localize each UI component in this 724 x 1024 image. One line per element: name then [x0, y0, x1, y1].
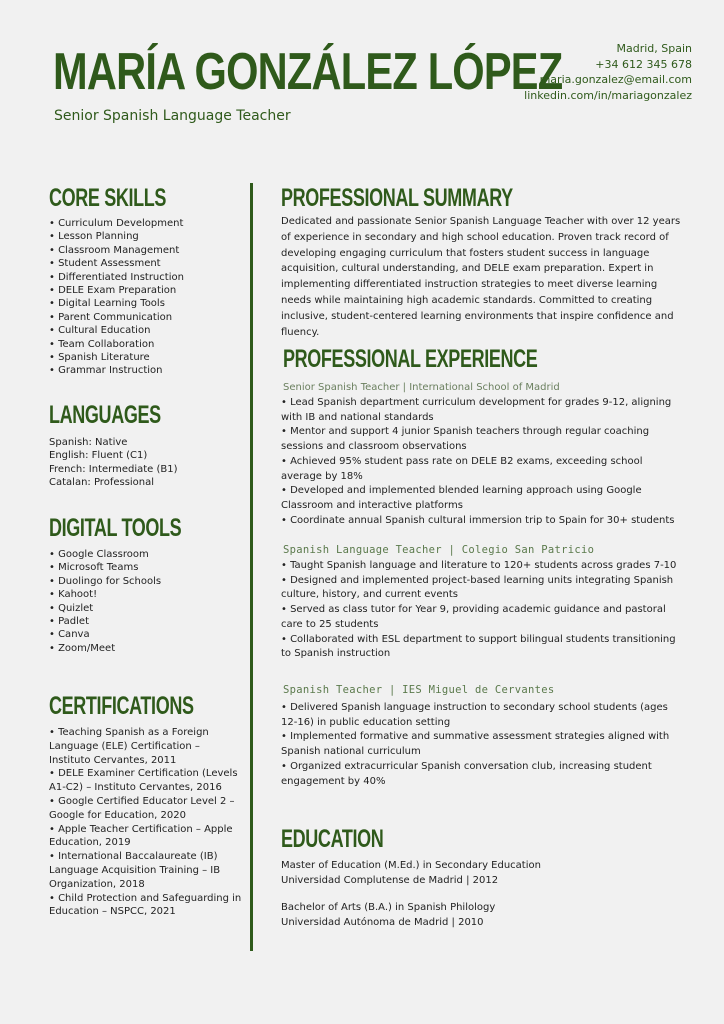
education-school: Universidad Complutense de Madrid | 2012	[281, 874, 499, 886]
list-item: • Classroom Management	[49, 244, 184, 257]
job-bullets	[281, 396, 681, 528]
certifications-list	[49, 726, 244, 919]
core-skills-heading: CORE SKILLS	[49, 184, 167, 212]
list-item: • Delivered Spanish language instruction to secondary school students (ages 12-16) in public education setting	[281, 701, 681, 730]
candidate-name: MARÍA GONZÁLEZ LÓPEZ	[53, 43, 563, 101]
education-school: Universidad Autónoma de Madrid | 2010	[281, 916, 484, 928]
list-item: • International Baccalaureate (IB) Language Acquisition Training – IB Organization, 2018	[49, 850, 244, 891]
education-degree: Bachelor of Arts (B.A.) in Spanish Philology	[281, 902, 496, 913]
languages-heading: LANGUAGES	[49, 401, 161, 429]
list-item: • Padlet	[49, 615, 161, 628]
list-item: • Quizlet	[49, 602, 161, 615]
digital-tools-heading: DIGITAL TOOLS	[49, 514, 182, 542]
contact-linkedin[interactable]: linkedin.com/in/mariagonzalez	[524, 88, 692, 102]
list-item: • Differentiated Instruction	[49, 271, 184, 284]
contact-phone: +34 612 345 678	[595, 57, 692, 71]
education-degree: Master of Education (M.Ed.) in Secondary Education	[281, 860, 541, 871]
job-bullets	[281, 701, 681, 789]
list-item: • Canva	[49, 628, 161, 641]
list-item: • Organized extracurricular Spanish conversation club, increasing student engagement by 40%	[281, 760, 681, 789]
list-item: • Kahoot!	[49, 588, 161, 601]
list-item: • Microsoft Teams	[49, 561, 161, 574]
list-item: • Lead Spanish department curriculum development for grades 9-12, aligning with IB and national standards	[281, 396, 681, 425]
education-entry	[281, 901, 495, 930]
digital-tools-list	[49, 548, 161, 655]
contact-info	[524, 41, 692, 103]
core-skills-list	[49, 217, 184, 378]
list-item: • Student Assessment	[49, 257, 184, 270]
list-item: • Google Classroom	[49, 548, 161, 561]
column-divider	[250, 183, 253, 951]
list-item: • Child Protection and Safeguarding in Education – NSPCC, 2021	[49, 892, 244, 920]
list-item: • Google Certified Educator Level 2 – Google for Education, 2020	[49, 795, 244, 823]
language-item: Spanish: Native	[49, 437, 128, 448]
list-item: • Implemented formative and summative assessment strategies aligned with Spanish national curriculum	[281, 730, 681, 759]
list-item: • Achieved 95% student pass rate on DELE B2 exams, exceeding school average by 18%	[281, 455, 681, 484]
education-entry	[281, 859, 541, 888]
list-item: • Team Collaboration	[49, 338, 184, 351]
job-role: Senior Spanish Language Teacher	[54, 108, 291, 124]
languages-list	[49, 436, 178, 490]
list-item: • DELE Exam Preparation	[49, 284, 184, 297]
list-item: • Teaching Spanish as a Foreign Language (ELE) Certification – Instituto Cervantes, 2011	[49, 726, 244, 767]
list-item: • Mentor and support 4 junior Spanish teachers through regular coaching sessions and classroom observations	[281, 425, 681, 454]
education-heading: EDUCATION	[281, 825, 384, 853]
summary-text: Dedicated and passionate Senior Spanish Language Teacher with over 12 years of experience in secondary and high school education. Proven track record of developing engaging curriculum that fosters student success in language acquisition, cultural understanding, and DELE exam preparation. Expert in implementing differentiated instruction strategies to meet diverse learning needs while maintaining high academic standards. Committed to creating inclusive, student-centered learning environments that inspire confidence and fluency.	[281, 216, 681, 338]
list-item: • Grammar Instruction	[49, 364, 184, 377]
list-item: • Coordinate annual Spanish cultural immersion trip to Spain for 30+ students	[281, 514, 681, 529]
language-item: English: Fluent (C1)	[49, 450, 148, 462]
contact-location: Madrid, Spain	[616, 42, 692, 55]
list-item: • Lesson Planning	[49, 230, 184, 243]
list-item: • Cultural Education	[49, 324, 184, 337]
job-title: Spanish Teacher | IES Miguel de Cervantes	[283, 684, 555, 696]
contact-email[interactable]: maria.gonzalez@email.com	[539, 73, 692, 87]
summary-heading: PROFESSIONAL SUMMARY	[281, 184, 513, 212]
job-bullets	[281, 559, 681, 662]
list-item: • Designed and implemented project-based learning units integrating Spanish culture, history, and current events	[281, 574, 681, 603]
certifications-heading: CERTIFICATIONS	[49, 692, 194, 720]
list-item: • Taught Spanish language and literature to 120+ students across grades 7-10	[281, 559, 681, 574]
list-item: • Parent Communication	[49, 311, 184, 324]
language-item: French: Intermediate (B1)	[49, 463, 178, 475]
list-item: • DELE Examiner Certification (Levels A1-C2) – Instituto Cervantes, 2016	[49, 767, 244, 795]
list-item: • Digital Learning Tools	[49, 297, 184, 310]
job-title: Spanish Language Teacher | Colegio San Patricio	[283, 544, 595, 556]
list-item: • Curriculum Development	[49, 217, 184, 230]
list-item: • Zoom/Meet	[49, 642, 161, 655]
language-item: Catalan: Professional	[49, 477, 155, 489]
list-item: • Spanish Literature	[49, 351, 184, 364]
job-title: Senior Spanish Teacher | International School of Madrid	[283, 382, 560, 393]
list-item: • Duolingo for Schools	[49, 575, 161, 588]
list-item: • Collaborated with ESL department to support bilingual students transitioning to Spanish instruction	[281, 633, 681, 662]
experience-heading: PROFESSIONAL EXPERIENCE	[283, 345, 538, 373]
list-item: • Served as class tutor for Year 9, providing academic guidance and pastoral care to 25 students	[281, 603, 681, 632]
list-item: • Apple Teacher Certification – Apple Education, 2019	[49, 823, 244, 851]
list-item: • Developed and implemented blended learning approach using Google Classroom and interactive platforms	[281, 484, 681, 513]
